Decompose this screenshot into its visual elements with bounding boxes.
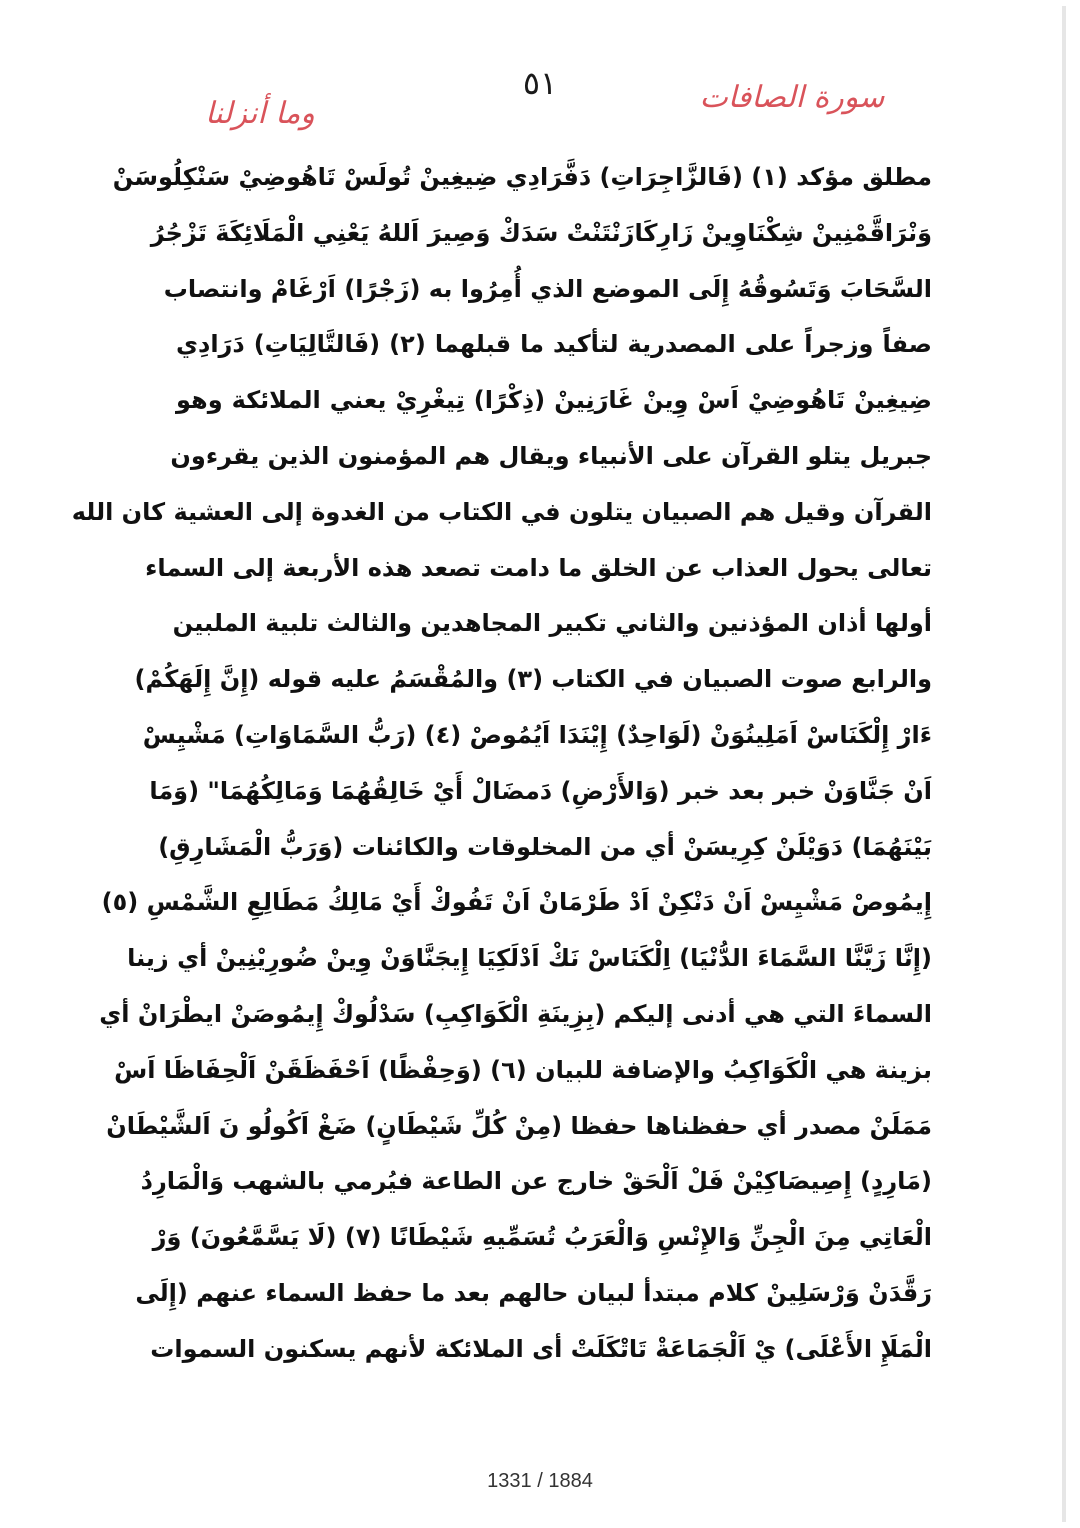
text-line: الْمَلَإِ الأَعْلَى) يْ اَلْجَمَاعَةْ تَاتْكَلَتْ أى الملائكة لأنهم يسكنون السموات: [150, 1334, 932, 1363]
text-line: ضِيغِينْ تَاهُوضِيْ اَسْ وِينْ غَارَنِينْ (ذِكْرًا) تِيغْرِيْ يعني الملائكة وهو: [176, 386, 932, 415]
text-line: اَنْ جَنَّاوَنْ خبر بعد خبر (وَالأَرْضِ) دَمضَالْ أَيْ خَالِقُهُمَا وَمَالِكُهُمَا" (وَمَا: [149, 776, 932, 805]
text-line: جبريل يتلو القرآن على الأنبياء ويقال هم المؤمنون الذين يقرءون: [170, 441, 932, 470]
text-line: القرآن وقيل هم الصبيان يتلون في الكتاب من الغدوة إلى العشية كان الله: [71, 497, 932, 526]
text-line: أولها أذان المؤذنين والثاني تكبير المجاهدين والثالث تلبية الملبين: [172, 609, 932, 638]
text-line: (إِنَّا زَيَّنَّا السَّمَاءَ الدُّنْيَا) اِلْكَنَاسْ نَكْ اَدْلَكِيَا إِيجَنَّاوَنْ وِينْ ضُورِيْنِينْ أي زينا: [127, 944, 932, 973]
text-line: مطلق مؤكد (١) (فَالزَّاجِرَاتِ) دَفَّرَادِي ضِيغِينْ تُولَسْ تَاهُوضِيْ سَنْكِلُوسَنْ: [112, 163, 932, 191]
text-line: بزينة هي الْكَوَاكِبُ والإضافة للبيان (٦) (وَحِفْظًا) اَحْفَظَقَنْ اَلْحِفَاظَا اَسْ: [114, 1055, 932, 1084]
text-line: بَيْنَهُمَا) دَوَيْلَنْ كِرِيسَنْ أي من المخلوقات والكائنات (وَرَبُّ الْمَشَارِقِ): [158, 832, 932, 861]
text-line: (مَارِدٍ) إِصِيصَاكِيْنْ فَلْ اَلْحَقْ خارج عن الطاعة فيُرمي بالشهب وَالْمَارِدُ: [140, 1167, 932, 1196]
handwritten-surah-name: سورة الصافات: [699, 80, 885, 115]
text-line: ءَارْ إِلْكَنَاسْ اَمَلِينُوَنْ (لَوَاحِدٌ) إِيْنَدَا اَيُمُوصْ (٤) (رَبُّ السَّمَاوَاتِ) مَشْيِسْ: [142, 720, 932, 749]
text-line: السماءَ التي هي أدنى إليكم (بِزِينَةِ الْكَوَاكِبِ) سَدْلُوكْ إِيمُوصَنْ ايطْرَانْ أي: [99, 999, 932, 1028]
text-line: إِيمُوصْ مَشْيِسْ اَنْ دَنْكِنْ اَدْ طَرْمَانْ اَنْ تَفُوكْ أَيْ مَالِكُ مَطَالِعِ الشَّمْسِ (٥): [101, 888, 932, 917]
page-edge: [1062, 6, 1066, 1522]
page-number: ٥١: [522, 64, 558, 102]
text-line: والرابع صوت الصبيان في الكتاب (٣) والمُقْسَمُ عليه قوله (إِنَّ إِلَهَكُمْ): [134, 665, 932, 694]
text-line: رَقَّدَنْ وَرْسَلِينْ كلام مبتدأ لبيان حالهم بعد ما حفظ السماء عنهم (إِلَى: [135, 1278, 932, 1307]
text-line: وَنْرَاقَّمْنِينْ شِكْنَاوِينْ زَارِكَازَنْتَنْتْ سَدَكْ وَصِيرَ اَللهُ يَعْنِي الْمَلَائِكَةَ تَزْجُرُ: [150, 218, 932, 247]
text-line: صفاً وزجراً على المصدرية لتأكيد ما قبلهما (٢) (فَالتَّالِيَاتِ) دَرَادِي: [176, 330, 932, 359]
handwritten-juz-note: وما أنزلنا: [205, 96, 315, 131]
text-line: الْعَاتِي مِنَ الْجِنِّ وَالإِنْسِ وَالْعَرَبُ تُسَمِّيهِ شَيْطَانًا (٧) (لَا يَسَّمَّعُونَ) وَرْ: [152, 1223, 932, 1252]
commentary-text: [71, 150, 932, 1378]
text-line: تعالى يحول العذاب عن الخلق ما دامت تصعد هذه الأربعة إلى السماء: [145, 553, 932, 582]
page-counter: 1331 / 1884: [487, 1470, 593, 1492]
text-line: مَمَلَنْ مصدر أي حفظناها حفظا (مِنْ كُلِّ شَيْطَانٍ) ضَغْ اَكُولُو نَ اَلشَّيْطَانْ: [106, 1111, 932, 1140]
text-line: السَّحَابَ وَتَسُوقُهُ إِلَى الموضع الذي أُمِرُوا به (زَجْرًا) اَرْغَامْ وانتصاب: [163, 274, 932, 303]
